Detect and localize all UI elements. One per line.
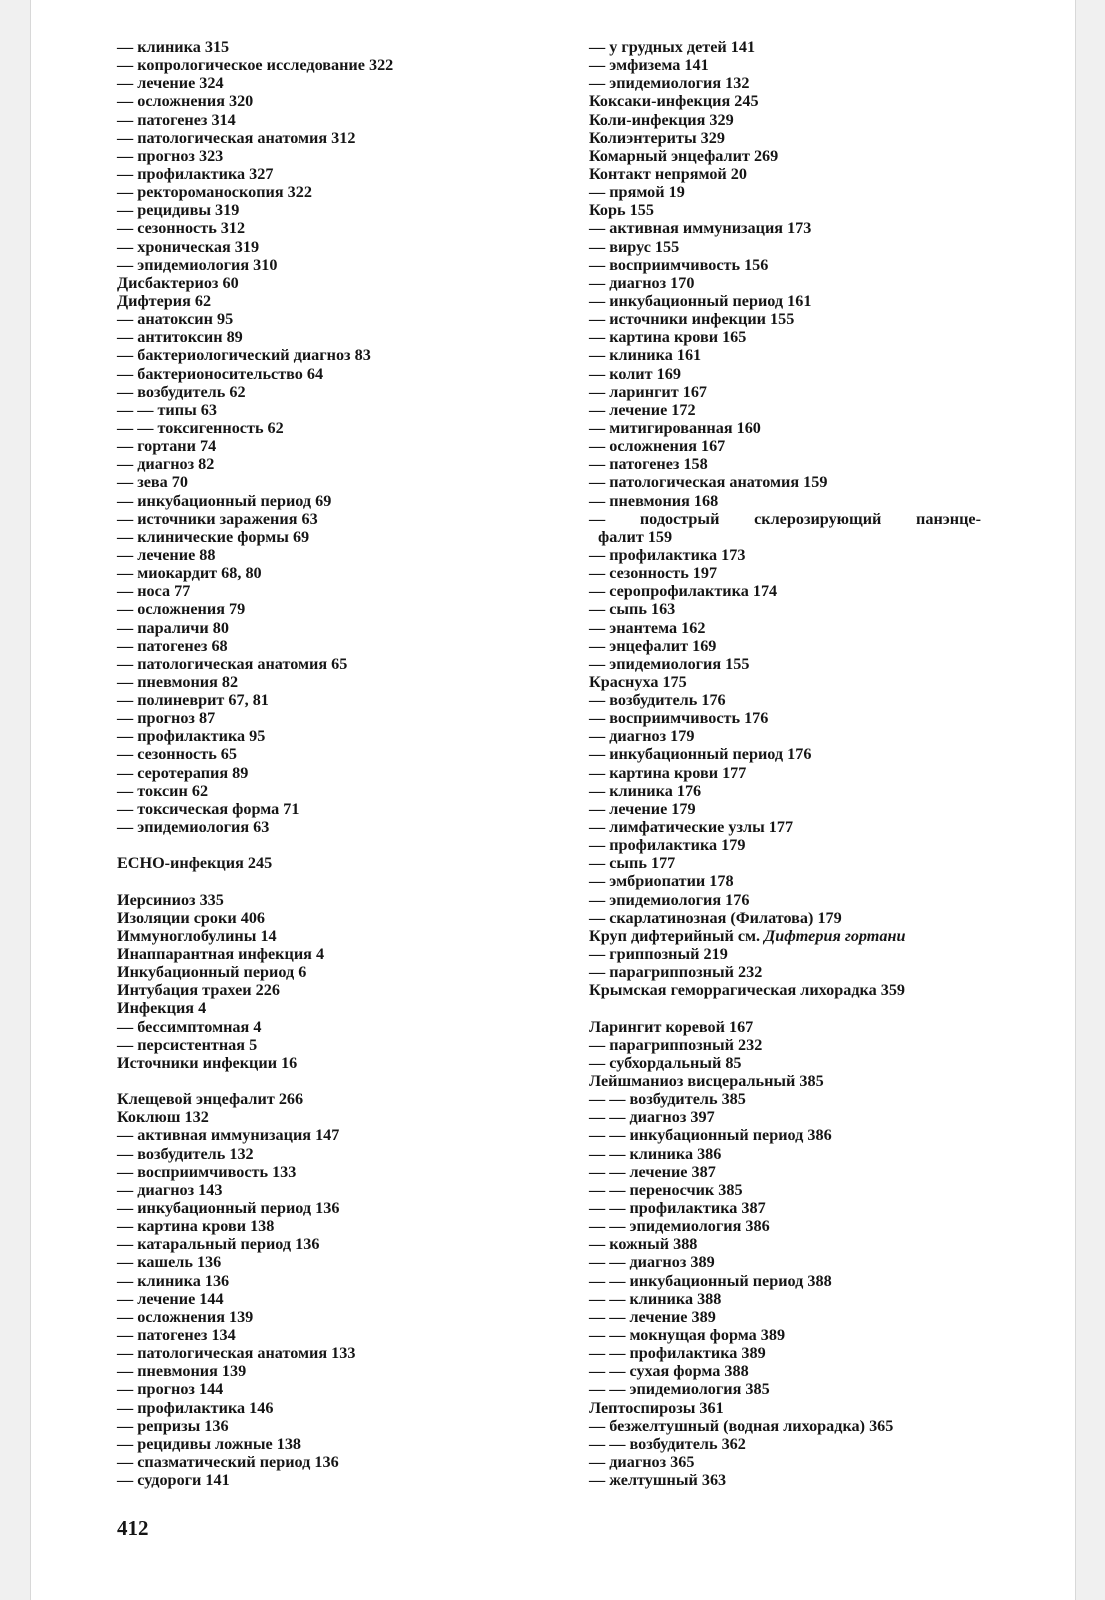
index-entry: — осложнения 79 (117, 600, 246, 619)
index-entry: — антитоксин 89 (117, 328, 243, 347)
index-entry: — диагноз 143 (117, 1180, 223, 1199)
index-entry: — инкубационный период 176 (589, 745, 812, 764)
index-entry: — активная иммунизация 147 (117, 1126, 340, 1145)
page-number: 412 (117, 1516, 149, 1540)
index-entry: — — клиника 386 (589, 1144, 722, 1163)
index-entry: — серопрофилактика 174 (589, 582, 778, 601)
index-entry: — эмфизема 141 (589, 56, 709, 75)
index-column-left (117, 38, 557, 1489)
index-entry: — диагноз 365 (589, 1452, 695, 1471)
index-entry: — восприимчивость 156 (589, 255, 769, 274)
index-entry: — диагноз 179 (589, 727, 695, 746)
index-entry: — — токсигенность 62 (117, 418, 284, 437)
index-entry: — патогенез 68 (117, 636, 228, 655)
index-entry: — профилактика 146 (117, 1398, 274, 1417)
index-entry: — бактерионосительство 64 (117, 364, 324, 383)
index-entry-wrapped: — подострый склерозирующий панэнце- (589, 509, 981, 528)
index-entry: — копрологическое исследование 322 (117, 56, 394, 75)
index-entry: — пневмония 82 (117, 672, 239, 691)
index-entry: — — инкубационный период 386 (589, 1126, 832, 1145)
index-entry: — осложнения 320 (117, 92, 254, 111)
index-entry: — эпидемиология 310 (117, 255, 278, 274)
index-entry: — эпидемиология 132 (589, 74, 750, 93)
index-entry: — клиника 176 (589, 781, 702, 800)
index-entry: Коли-инфекция 329 (589, 110, 734, 129)
index-column-right (589, 38, 1019, 1489)
index-entry: Коксаки-инфекция 245 (589, 92, 759, 111)
index-entry: — судороги 141 (117, 1471, 230, 1490)
index-entry: Дисбактериоз 60 (117, 273, 239, 292)
index-entry: — лечение 144 (117, 1289, 224, 1308)
index-entry: — картина крови 138 (117, 1217, 275, 1236)
index-entry: — — профилактика 389 (589, 1344, 766, 1363)
index-entry: — рецидивы 319 (117, 201, 240, 220)
index-entry: — лечение 324 (117, 74, 224, 93)
index-entry: — — эпидемиология 385 (589, 1380, 770, 1399)
index-entry: — патологическая анатомия 312 (117, 128, 356, 147)
index-entry: — лечение 172 (589, 400, 696, 419)
index-entry: — парагриппозный 232 (589, 1035, 763, 1054)
index-entry: — — возбудитель 362 (589, 1434, 746, 1453)
index-entry: — хроническая 319 (117, 237, 260, 256)
index-entry: — желтушный 363 (589, 1471, 727, 1490)
index-entry: — гриппозный 219 (589, 945, 728, 964)
index-entry: — осложнения 139 (117, 1307, 254, 1326)
index-entry: Комарный энцефалит 269 (589, 146, 779, 165)
index-entry: — возбудитель 132 (117, 1144, 254, 1163)
index-entry: — пневмония 168 (589, 491, 719, 510)
index-entry: Краснуха 175 (589, 672, 687, 691)
index-entry: — ректороманоскопия 322 (117, 183, 312, 202)
index-entry: — восприимчивость 133 (117, 1162, 297, 1181)
index-entry: — зева 70 (117, 473, 188, 492)
index-entry: — парагриппозный 232 (589, 963, 763, 982)
index-entry: — инкубационный период 161 (589, 291, 812, 310)
index-entry: — — клиника 388 (589, 1289, 722, 1308)
index-entry-continuation: фалит 159 (598, 527, 673, 546)
index-entry: — — переносчик 385 (589, 1180, 743, 1199)
index-entry: — сезонность 65 (117, 745, 237, 764)
index-entry: — профилактика 173 (589, 545, 746, 564)
index-entry-cross-ref (589, 927, 1019, 945)
index-entry: — полиневрит 67, 81 (117, 691, 269, 710)
index-entry: — митигированная 160 (589, 418, 761, 437)
index-entry: — спазматический период 136 (117, 1452, 339, 1471)
index-entry: — вирус 155 (589, 237, 680, 256)
index-entry: — рецидивы ложные 138 (117, 1434, 302, 1453)
index-entry: — ларингит 167 (589, 382, 708, 401)
index-entry: Дифтерия 62 (117, 291, 212, 310)
index-entry: — патологическая анатомия 133 (117, 1344, 356, 1363)
index-entry: Корь 155 (589, 201, 654, 220)
index-entry: Крымская геморрагическая лихорадка 359 (589, 981, 906, 1000)
index-entry: Коклюш 132 (117, 1108, 209, 1127)
index-entry: — диагноз 82 (117, 455, 215, 474)
index-entry: — — лечение 389 (589, 1307, 716, 1326)
index-entry: — прогноз 87 (117, 709, 216, 728)
index-entry: — катаральный период 136 (117, 1235, 320, 1254)
index-entry: — сезонность 197 (589, 564, 718, 583)
index-entry: — бактериологический диагноз 83 (117, 346, 371, 365)
index-entry: Иерсиниоз 335 (117, 890, 224, 909)
index-entry: — — лечение 387 (589, 1162, 716, 1181)
index-entry: — возбудитель 62 (117, 382, 246, 401)
index-entry: Колиэнтериты 329 (589, 128, 725, 147)
index-entry: — колит 169 (589, 364, 681, 383)
index-entry: Инкубационный период 6 (117, 963, 307, 982)
index-entry: — клиника 161 (589, 346, 702, 365)
index-entry: — кожный 388 (589, 1235, 698, 1254)
blank-line (117, 836, 557, 854)
index-entry: Ларингит коревой 167 (589, 1017, 754, 1036)
index-entry: — лимфатические узлы 177 (589, 818, 794, 837)
index-entry: — анатоксин 95 (117, 310, 234, 329)
index-entry: — миокардит 68, 80 (117, 564, 262, 583)
index-entry: — сыпь 163 (589, 600, 676, 619)
index-entry: Изоляции сроки 406 (117, 908, 266, 927)
index-entry: — кашель 136 (117, 1253, 222, 1272)
index-entry: — восприимчивость 176 (589, 709, 769, 728)
index-entry: — безжелтушный (водная лихорадка) 365 (589, 1416, 894, 1435)
index-entry: — персистентная 5 (117, 1035, 258, 1054)
index-entry: — прогноз 323 (117, 146, 224, 165)
index-entry: — патогенез 158 (589, 455, 708, 474)
index-entry: — патогенез 134 (117, 1325, 236, 1344)
index-entry: — патогенез 314 (117, 110, 236, 129)
index-entry: — инкубационный период 136 (117, 1199, 340, 1217)
index-entry: — осложнения 167 (589, 437, 726, 456)
index-entry: — — эпидемиология 386 (589, 1217, 770, 1236)
index-entry: — скарлатинозная (Филатова) 179 (589, 908, 842, 927)
book-page (30, 0, 1076, 1600)
index-entry: — источники заражения 63 (117, 509, 318, 528)
index-entry: Лейшманиоз висцеральный 385 (589, 1072, 824, 1091)
index-entry: — — диагноз 389 (589, 1253, 715, 1272)
index-entry: — — мокнущая форма 389 (589, 1325, 786, 1344)
index-entry: — субхордальный 85 (589, 1053, 742, 1072)
index-entry: — гортани 74 (117, 437, 217, 456)
index-entry: — эпидемиология 176 (589, 890, 750, 909)
index-entry: — эпидемиология 63 (117, 818, 270, 837)
index-entry: — серотерапия 89 (117, 763, 249, 782)
index-entry: Интубация трахеи 226 (117, 981, 280, 1000)
index-entry: — клиника 136 (117, 1271, 230, 1290)
index-entry: — сыпь 177 (589, 854, 676, 873)
index-entry: Клещевой энцефалит 266 (117, 1090, 304, 1109)
index-entry: — параличи 80 (117, 618, 229, 637)
index-entry: Источники инфекции 16 (117, 1053, 298, 1072)
index-entry: — эпидемиология 155 (589, 654, 750, 673)
index-entry: Иммуноглобулины 14 (117, 926, 277, 945)
index-entry: — — возбудитель 385 (589, 1090, 746, 1109)
index-entry: Лептоспирозы 361 (589, 1398, 724, 1417)
index-entry: — источники инфекции 155 (589, 310, 795, 329)
index-entry: — прогноз 144 (117, 1380, 224, 1399)
cross-ref-prefix: Круп дифтерийный см. (589, 926, 765, 945)
index-entry: — профилактика 95 (117, 727, 266, 746)
blank-line (117, 872, 557, 890)
index-entry: Инфекция 4 (117, 999, 207, 1018)
index-entry: — — профилактика 387 (589, 1199, 766, 1217)
index-entry: — энцефалит 169 (589, 636, 717, 655)
index-entry: — бессимптомная 4 (117, 1017, 262, 1036)
index-entry: — прямой 19 (589, 183, 685, 202)
index-entry: — профилактика 327 (117, 164, 274, 183)
index-entry: — возбудитель 176 (589, 691, 726, 710)
index-entry: — лечение 88 (117, 545, 216, 564)
index-entry: — патологическая анатомия 159 (589, 473, 828, 492)
index-entry: — пневмония 139 (117, 1362, 247, 1381)
index-entry: — энантема 162 (589, 618, 706, 637)
index-entry: — сезонность 312 (117, 219, 246, 238)
index-entry: — лечение 179 (589, 799, 696, 818)
index-entry: — токсическая форма 71 (117, 799, 300, 818)
index-entry: — у грудных детей 141 (589, 38, 756, 56)
cross-ref-target: Дифтерия гортани (764, 926, 906, 945)
index-entry: Контакт непрямой 20 (589, 164, 747, 183)
index-entry: — — инкубационный период 388 (589, 1271, 832, 1290)
index-entry: — картина крови 165 (589, 328, 747, 347)
index-entry: — патологическая анатомия 65 (117, 654, 348, 673)
blank-line (589, 999, 1019, 1017)
index-entry: — клиника 315 (117, 38, 230, 56)
index-entry: — клинические формы 69 (117, 527, 310, 546)
index-entry: — токсин 62 (117, 781, 209, 800)
index-entry: — — типы 63 (117, 400, 217, 419)
index-entry: — картина крови 177 (589, 763, 747, 782)
index-entry: — активная иммунизация 173 (589, 219, 812, 238)
index-entry: — профилактика 179 (589, 836, 746, 855)
index-entry: — — сухая форма 388 (589, 1362, 749, 1381)
blank-line (117, 1072, 557, 1090)
index-entry: — носа 77 (117, 582, 191, 601)
index-entry: — эмбриопатии 178 (589, 872, 734, 891)
index-entry: — инкубационный период 69 (117, 491, 332, 510)
index-entry: — диагноз 170 (589, 273, 695, 292)
index-entry: ECHO-инфекция 245 (117, 854, 273, 873)
index-entry: — — диагноз 397 (589, 1108, 715, 1127)
index-entry: — репризы 136 (117, 1416, 229, 1435)
index-entry: Инаппарантная инфекция 4 (117, 945, 325, 964)
